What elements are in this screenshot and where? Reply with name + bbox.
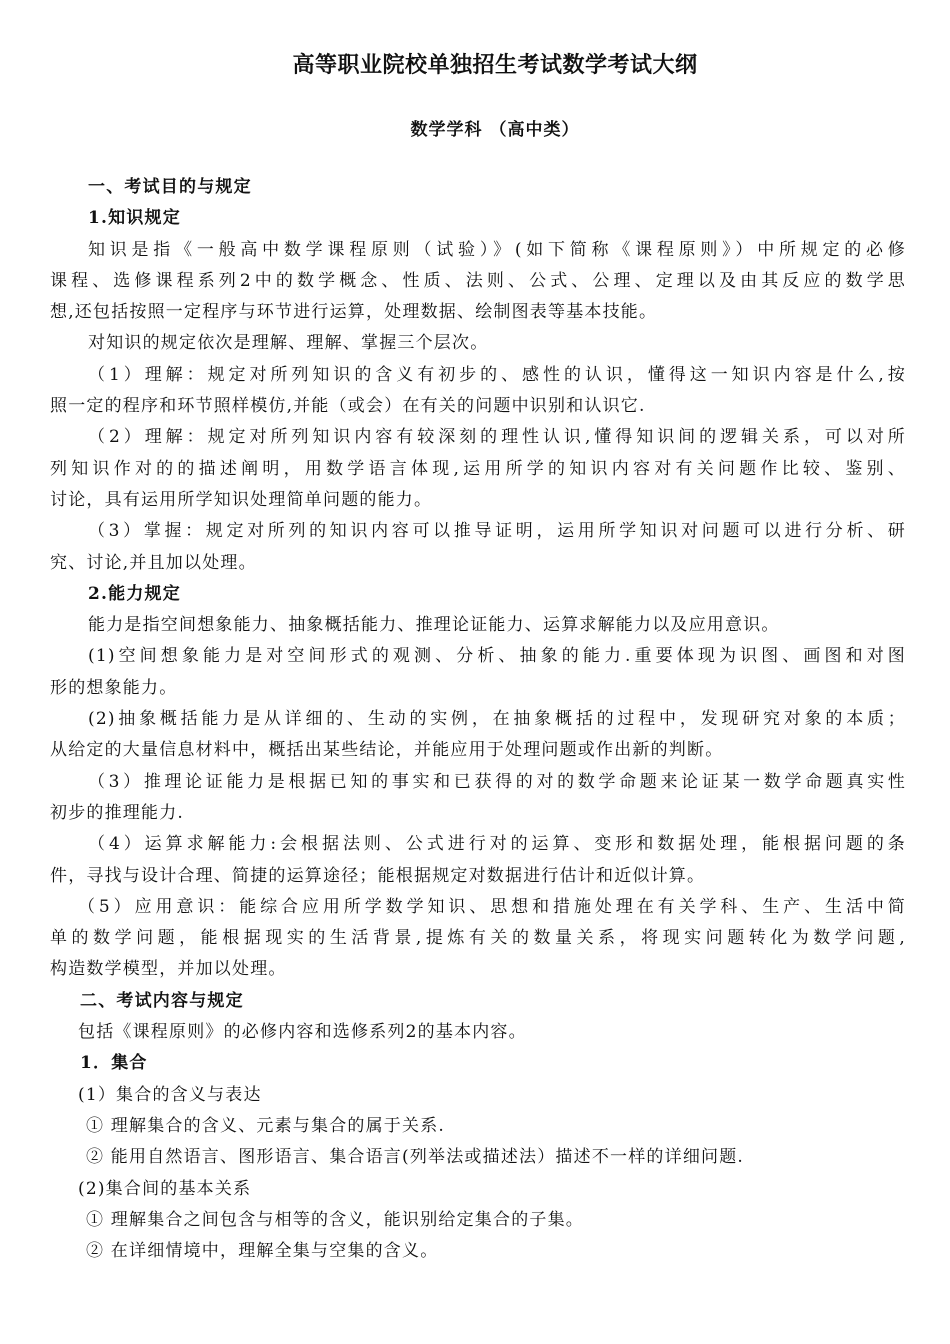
section-heading: 二、考试内容与规定 bbox=[80, 990, 244, 1011]
paragraph-line: 形的想象能力。 bbox=[50, 677, 178, 698]
list-item: ② 能用自然语言、图形语言、集合语言(列举法或描述法）描述不一样的详细问题. bbox=[86, 1147, 745, 1168]
paragraph-line: (2)抽象概括能力是从详细的、生动的实例，在抽象概括的过程中，发现研究对象的本质； bbox=[88, 709, 906, 730]
paragraph-line: （5）应用意识：能综合应用所学数学知识、思想和措施处理在有关学科、生产、生活中简 bbox=[78, 896, 906, 917]
list-heading: (2)集合间的基本关系 bbox=[78, 1178, 252, 1199]
paragraph-line: 能力是指空间想象能力、抽象概括能力、推理论证能力、运算求解能力以及应用意识。 bbox=[88, 615, 780, 636]
list-heading: (1）集合的含义与表达 bbox=[78, 1084, 262, 1105]
paragraph-line: 想,还包括按照一定程序与环节进行运算，处理数据、绘制图表等基本技能。 bbox=[50, 302, 658, 323]
paragraph-line: （1）理解：规定对所列知识的含义有初步的、感性的认识，懂得这一知识内容是什么,按 bbox=[88, 364, 906, 385]
list-item: ② 在详细情境中，理解全集与空集的含义。 bbox=[86, 1241, 439, 1262]
paragraph-line: 课程、选修课程系列2中的数学概念、性质、法则、公式、公理、定理以及由其反应的数学思 bbox=[50, 270, 906, 291]
paragraph-line: 包括《课程原则》的必修内容和选修系列2的基本内容。 bbox=[78, 1022, 527, 1043]
section-heading: 一、考试目的与规定 bbox=[88, 177, 252, 197]
document-title: 高等职业院校单独招生考试数学考试大纲 bbox=[292, 53, 698, 78]
paragraph-line: 讨论，具有运用所学知识处理简单问题的能力。 bbox=[50, 489, 433, 510]
paragraph-line: 知识是指《一般高中数学课程原则（试验）》(如下简称《课程原则》）中所规定的必修 bbox=[88, 239, 906, 260]
paragraph-line: 从给定的大量信息材料中，概括出某些结论，并能应用于处理问题或作出新的判断。 bbox=[50, 740, 724, 761]
subsection-heading: 1.知识规定 bbox=[88, 208, 181, 229]
paragraph-line: 件，寻找与设计合理、简捷的运算途径；能根据规定对数据进行估计和近似计算。 bbox=[50, 865, 706, 886]
paragraph-line: 照一定的程序和环节照样模仿,并能（或会）在有关的问题中识别和认识它. bbox=[50, 396, 646, 417]
paragraph-line: （4）运算求解能力:会根据法则、公式进行对的运算、变形和数据处理，能根据问题的条 bbox=[88, 834, 906, 855]
subsection-heading: 2.能力规定 bbox=[88, 583, 181, 604]
paragraph-line: 对知识的规定依次是理解、理解、掌握三个层次。 bbox=[88, 333, 489, 354]
paragraph-line: 究、讨论,并且加以处理。 bbox=[50, 552, 257, 573]
paragraph-line: 单的数学问题，能根据现实的生活背景,提炼有关的数量关系，将现实问题转化为数学问题, bbox=[50, 928, 906, 949]
document-body bbox=[50, 172, 906, 1267]
document-subtitle: 数学学科 （高中类） bbox=[410, 120, 580, 140]
paragraph-line: （3）推理论证能力是根据已知的事实和已获得的对的数学命题来论证某一数学命题真实性 bbox=[88, 771, 906, 792]
paragraph-line: 构造数学模型，并加以处理。 bbox=[50, 959, 287, 980]
paragraph-line: 列知识作对的的描述阐明，用数学语言体现,运用所学的知识内容对有关问题作比较、鉴别、 bbox=[50, 458, 906, 479]
paragraph-line: (1)空间想象能力是对空间形式的观测、分析、抽象的能力.重要体现为识图、画图和对图 bbox=[88, 646, 906, 667]
list-item: ① 理解集合的含义、元素与集合的属于关系. bbox=[86, 1115, 446, 1136]
paragraph-line: （2）理解：规定对所列知识内容有较深刻的理性认识,懂得知识间的逻辑关系，可以对所 bbox=[88, 427, 906, 448]
subsection-heading: 1．集合 bbox=[80, 1053, 148, 1074]
paragraph-line: （3）掌握：规定对所列的知识内容可以推导证明，运用所学知识对问题可以进行分析、研 bbox=[88, 521, 906, 542]
list-item: ① 理解集合之间包含与相等的含义，能识别给定集合的子集。 bbox=[86, 1209, 585, 1230]
paragraph-line: 初步的推理能力. bbox=[50, 802, 185, 823]
